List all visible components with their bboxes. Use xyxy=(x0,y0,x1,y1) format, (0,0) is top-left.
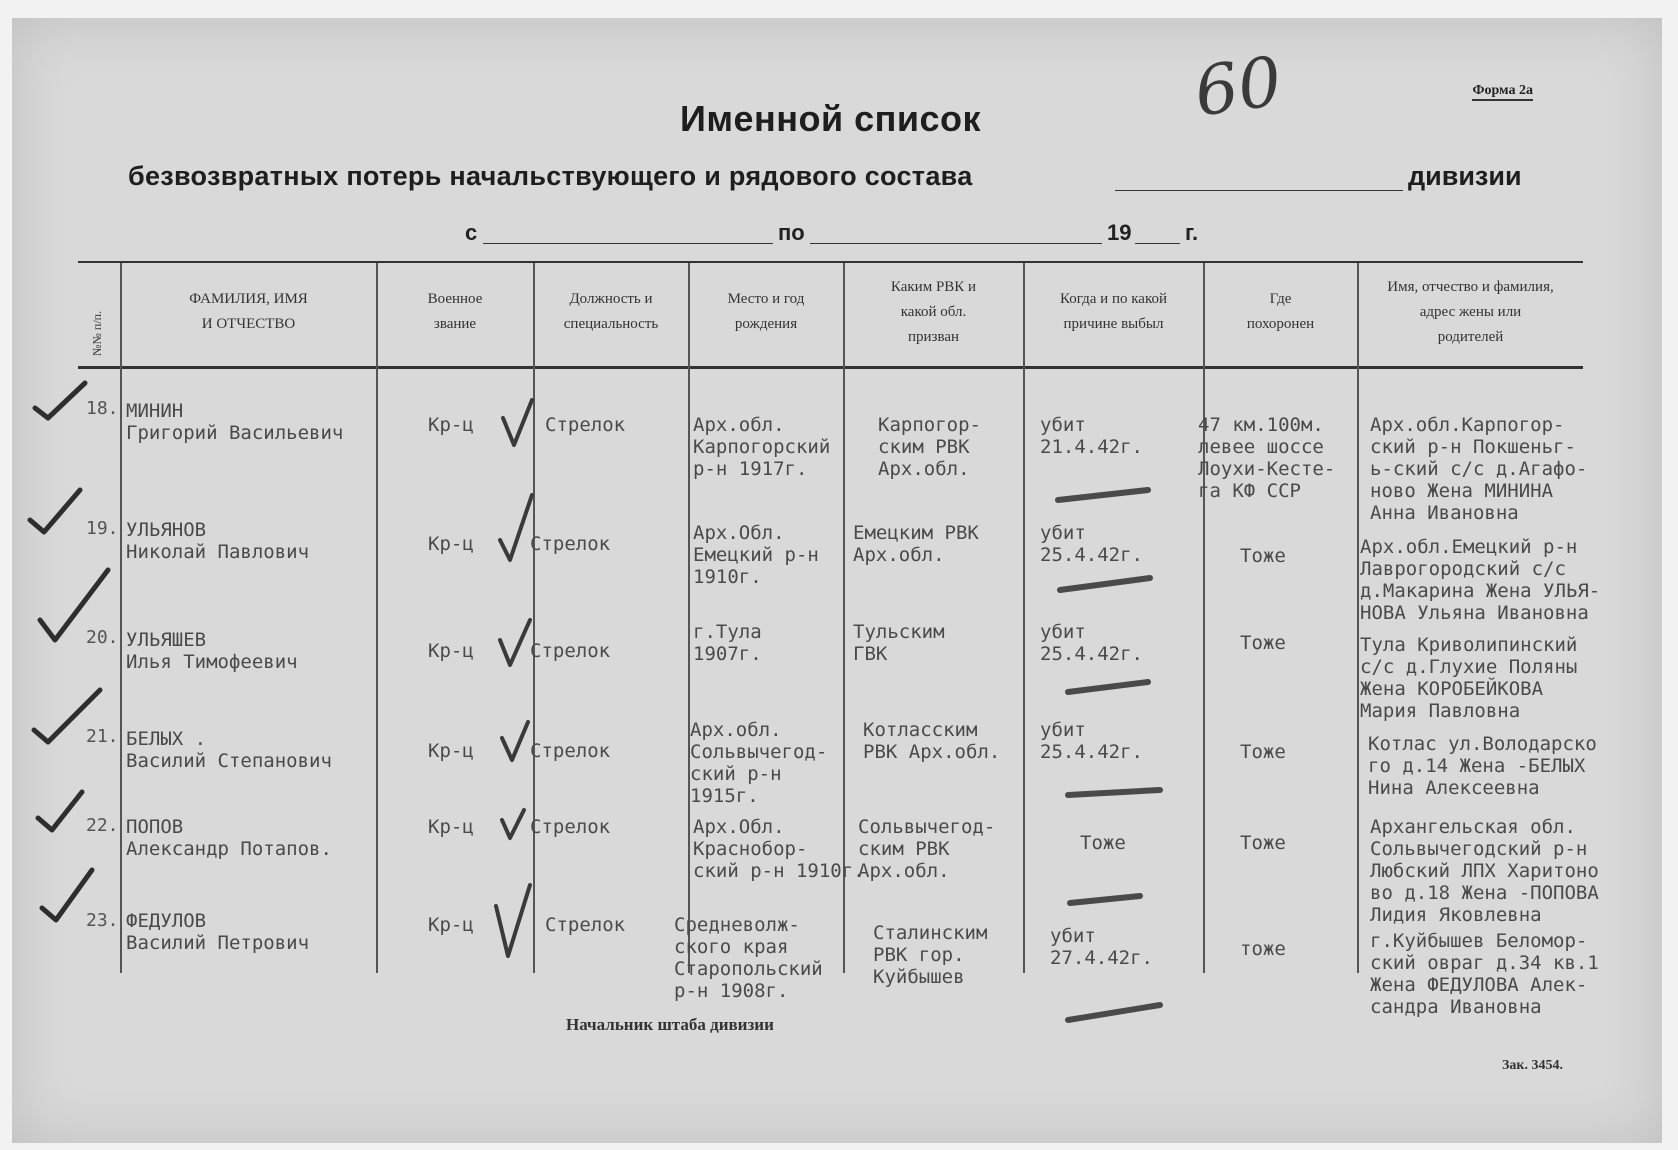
row-position: Стрелок xyxy=(530,816,611,838)
row-reason: убит 27.4.42г. xyxy=(1050,925,1153,969)
row-family: г.Куйбышев Беломор- ский овраг д.34 кв.1 Жена ФЕДУЛОВА Алек- сандра Ивановна xyxy=(1370,930,1599,1018)
strike-mark xyxy=(1068,790,1160,795)
row-number: 19. xyxy=(86,518,119,539)
row-birth: Арх.обл. Сольвычегод- ский р-н 1915г. xyxy=(690,719,828,807)
row-birth: Арх.Обл. Краснобор- ский р-н 1910г. xyxy=(693,816,865,882)
row-rvk: Котласским РВК Арх.обл. xyxy=(863,719,1001,763)
check-mark-icon xyxy=(500,620,530,665)
row-rank: Кр-ц xyxy=(428,740,474,762)
date-suffix-label: г. xyxy=(1185,220,1199,245)
strike-mark xyxy=(1070,896,1140,903)
row-number: 21. xyxy=(86,726,119,747)
row-name: МИНИН Григорий Васильевич xyxy=(126,400,344,444)
row-name: УЛЬЯШЕВ Илья Тимофеевич xyxy=(126,629,298,673)
row-position: Стрелок xyxy=(545,914,626,936)
row-rank: Кр-ц xyxy=(428,533,474,555)
row-family: Арх.обл.Карпогор- ский р-н Покшеньг- ь-ский с/с д.Агафо- ново Жена МИНИНА Анна Ивановна xyxy=(1370,414,1588,524)
column-header-rvk: Каким РВК и какой обл. призван xyxy=(890,279,977,345)
column-header-reason: Когда и по какой причине выбыл xyxy=(1059,291,1168,332)
column-header-number: №№ п/п. xyxy=(90,310,104,356)
strike-mark xyxy=(1060,578,1150,590)
check-mark-icon xyxy=(35,383,85,418)
row-number: 18. xyxy=(86,398,119,419)
column-header-rank: Военное звание xyxy=(427,291,483,332)
row-reason: убит 25.4.42г. xyxy=(1040,621,1143,665)
form-label: Форма 2а xyxy=(1472,83,1533,101)
row-family: Котлас ул.Володарско го д.14 Жена -БЕЛЫХ Нина Алексеевна xyxy=(1368,733,1597,799)
document-subtitle: безвозвратных потерь начальствующего и рядового состава xyxy=(128,161,973,191)
row-buried: Тоже xyxy=(1240,741,1286,763)
strike-mark xyxy=(1058,490,1148,500)
row-family: Тула Криволипинский с/с д.Глухие Поляны Жена КОРОБЕЙКОВА Мария Павловна xyxy=(1360,634,1578,722)
check-mark-icon xyxy=(502,810,524,838)
row-buried: тоже xyxy=(1240,938,1286,960)
row-name: УЛЬЯНОВ Николай Павлович xyxy=(126,519,310,563)
row-position: Стрелок xyxy=(530,640,611,662)
check-mark-icon xyxy=(502,722,528,760)
row-position: Стрелок xyxy=(530,740,611,762)
row-rank: Кр-ц xyxy=(428,816,474,838)
row-birth: Арх.Обл. Емецкий р-н 1910г. xyxy=(693,522,819,588)
column-header-position: Должность и специальность xyxy=(563,291,659,332)
row-rvk: Емецким РВК Арх.обл. xyxy=(853,522,979,566)
row-number: 20. xyxy=(86,627,119,648)
column-header-buried: Где похоронен xyxy=(1246,291,1315,332)
row-buried: Тоже xyxy=(1240,545,1286,567)
row-reason: убит 25.4.42г. xyxy=(1040,522,1143,566)
row-rvk: Карпогор- ским РВК Арх.обл. xyxy=(878,414,981,480)
check-mark-icon xyxy=(40,570,108,640)
check-mark-icon xyxy=(42,870,92,920)
row-number: 22. xyxy=(86,815,119,836)
row-birth: Средневолж- ского края Старопольский р-н 1908г. xyxy=(674,914,823,1002)
document-subtitle-end: дивизии xyxy=(1408,161,1522,191)
strike-mark xyxy=(1068,1005,1160,1020)
check-mark-icon xyxy=(34,690,100,742)
check-mark-icon xyxy=(30,490,80,532)
row-reason: убит 25.4.42г. xyxy=(1040,719,1143,763)
column-header-family: Имя, отчество и фамилия, адрес жены или родителей xyxy=(1387,279,1554,345)
row-rank: Кр-ц xyxy=(428,640,474,662)
strike-mark xyxy=(1068,682,1148,692)
date-year-label: 19 xyxy=(1107,220,1132,245)
document-title: Именной список xyxy=(680,98,982,139)
row-birth: г.Тула 1907г. xyxy=(693,621,762,665)
row-buried: 47 км.100м. левее шоссе Лоухи-Кесте- га КФ ССР xyxy=(1198,414,1336,502)
chief-of-staff-signature-line: Начальник штаба дивизии xyxy=(566,1015,774,1034)
row-number: 23. xyxy=(86,910,119,931)
row-buried: Тоже xyxy=(1240,832,1286,854)
row-position: Стрелок xyxy=(545,414,626,436)
row-family: Архангельская обл. Сольвычегодский р-н Любский ЛПХ Харитоно во д.18 Жена -ПОПОВА Лидия Яковлевна xyxy=(1370,816,1599,926)
column-header-name: ФАМИЛИЯ, ИМЯ И ОТЧЕСТВО xyxy=(189,291,308,332)
row-rvk: Сольвычегод- ским РВК Арх.обл. xyxy=(858,816,996,882)
row-buried: Тоже xyxy=(1240,632,1286,654)
check-mark-icon xyxy=(503,400,532,445)
date-to-label: по xyxy=(778,220,805,245)
row-name: ПОПОВ Александр Потапов. xyxy=(126,816,332,860)
row-name: БЕЛЫХ . Василий Степанович xyxy=(126,728,332,772)
handwritten-page-number: 60 xyxy=(1189,42,1287,133)
row-rvk: Сталинским РВК гор. Куйбышев xyxy=(873,922,988,988)
row-rank: Кр-ц xyxy=(428,414,474,436)
row-reason: Тоже xyxy=(1080,832,1126,854)
row-rvk: Тульским ГВК xyxy=(853,621,945,665)
row-name: ФЕДУЛОВ Василий Петрович xyxy=(126,910,310,954)
order-number: Зак. 3454. xyxy=(1502,1058,1563,1073)
check-mark-icon xyxy=(38,792,82,830)
check-mark-icon xyxy=(500,495,532,560)
check-mark-icon xyxy=(496,885,530,956)
row-reason: убит 21.4.42г. xyxy=(1040,414,1143,458)
row-position: Стрелок xyxy=(530,533,611,555)
column-header-birth: Место и год рождения xyxy=(727,291,805,332)
row-family: Арх.обл.Емецкий р-н Лаврогородский с/с д.Макарина Жена УЛЬЯ- НОВА Ульяна Ивановна xyxy=(1360,536,1601,624)
row-rank: Кр-ц xyxy=(428,914,474,936)
date-from-label: с xyxy=(465,220,478,245)
row-birth: Арх.обл. Карпогорский р-н 1917г. xyxy=(693,414,831,480)
